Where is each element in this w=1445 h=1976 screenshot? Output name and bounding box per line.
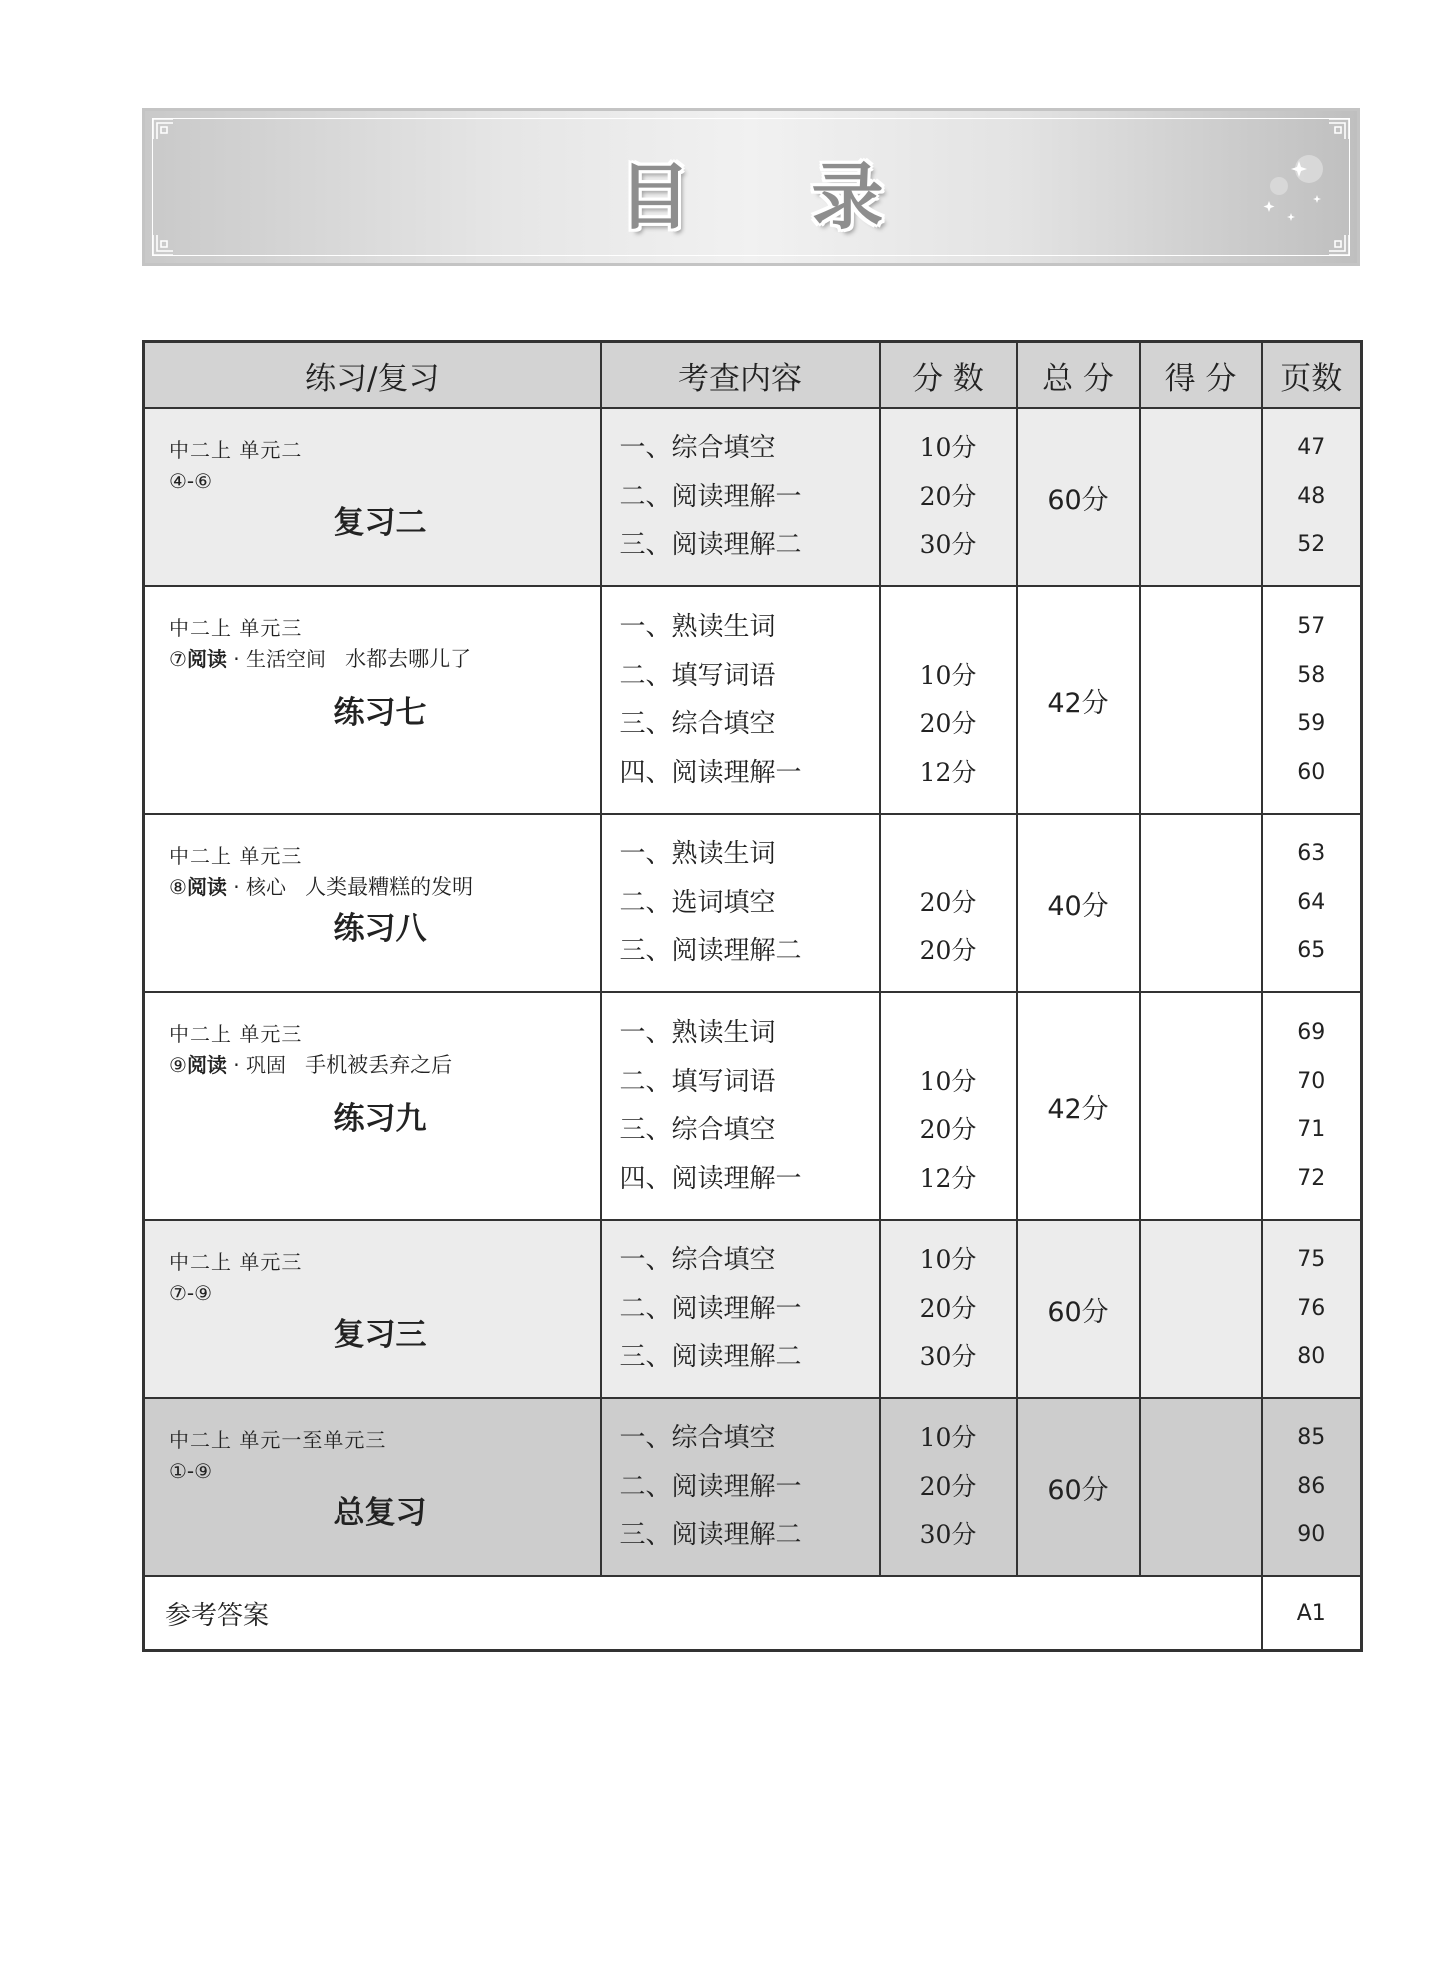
- list-item: 四、阅读理解一: [619, 757, 802, 788]
- score-value: 30分: [919, 1520, 977, 1550]
- score-value: 10分: [919, 433, 977, 463]
- corner-ornament-icon: [151, 117, 175, 141]
- list-item: 二、填写词语: [619, 1066, 776, 1097]
- table-row: [144, 992, 1362, 1220]
- score-value: 30分: [919, 1342, 977, 1372]
- table-row: [144, 814, 1362, 992]
- score-value: 20分: [919, 1115, 977, 1144]
- list-item: 二、阅读理解一: [619, 481, 802, 512]
- exercise-meta: [169, 1425, 386, 1487]
- page-number: 57: [1297, 614, 1326, 639]
- earned-score-cell: [1140, 586, 1262, 814]
- list-item: 四、阅读理解一: [619, 1163, 802, 1194]
- score-cell: [880, 814, 1017, 992]
- lesson-number: ⑨: [169, 1053, 187, 1077]
- exercise-title: 练习八: [333, 911, 427, 947]
- score-value: [881, 1009, 1016, 1058]
- list-item: 一、综合填空: [619, 1423, 776, 1454]
- score-cell: [880, 586, 1017, 814]
- score-value: 10分: [919, 1245, 977, 1275]
- total-score: 60分: [1017, 1398, 1140, 1576]
- pages-cell: [1262, 814, 1362, 992]
- unit-label: 中二上 单元三: [169, 616, 303, 640]
- exercise-meta: [169, 1019, 452, 1081]
- page-number: 69: [1297, 1020, 1326, 1045]
- total-score: 42分: [1017, 992, 1140, 1220]
- score-value: 20分: [919, 709, 977, 738]
- earned-score-cell: [1140, 1398, 1262, 1576]
- reading-title: 手机被丢弃之后: [305, 1053, 453, 1077]
- reading-kind: 巩固: [246, 1053, 287, 1077]
- lesson-number: ⑧: [169, 875, 187, 899]
- table-row: [144, 1398, 1362, 1576]
- content-cell: [601, 992, 880, 1220]
- earned-score-cell: [1140, 408, 1262, 586]
- pages-cell: [1262, 586, 1362, 814]
- exercise-title: 复习二: [333, 505, 427, 541]
- score-cell: [880, 1220, 1017, 1398]
- answer-row: [144, 1576, 1362, 1651]
- unit-label: 中二上 单元三: [169, 844, 303, 868]
- content-cell: [601, 586, 880, 814]
- reading-title: 人类最糟糕的发明: [305, 875, 474, 899]
- pages-cell: [1262, 408, 1362, 586]
- header-score: 分 数: [880, 342, 1017, 409]
- list-item: 二、阅读理解一: [619, 1471, 802, 1502]
- list-item: 一、综合填空: [619, 433, 776, 464]
- exercise-meta: [169, 435, 302, 497]
- page-number: 90: [1297, 1522, 1326, 1548]
- total-score: 42分: [1017, 586, 1140, 814]
- lesson-range: ④-⑥: [169, 469, 213, 493]
- page-number: 71: [1297, 1117, 1326, 1142]
- unit-label: 中二上 单元二: [169, 438, 303, 462]
- exercise-title: 总复习: [333, 1495, 427, 1531]
- table-header-row: [144, 342, 1362, 409]
- page-number: 59: [1297, 711, 1326, 736]
- pages-cell: [1262, 992, 1362, 1220]
- reading-kind: 生活空间: [246, 647, 327, 671]
- page-number: 76: [1297, 1295, 1326, 1321]
- exercise-cell: [144, 586, 601, 814]
- list-item: 一、熟读生词: [619, 612, 776, 642]
- reading-tag: 阅读: [186, 647, 227, 671]
- header-pages: 页数: [1262, 342, 1362, 409]
- reading-tag: 阅读: [186, 1053, 227, 1077]
- page-number: 86: [1297, 1473, 1326, 1499]
- exercise-cell: [144, 1398, 601, 1576]
- separator-dot: ·: [226, 1053, 247, 1077]
- pages-cell: [1262, 1220, 1362, 1398]
- score-value: 20分: [919, 936, 977, 966]
- score-value: [881, 830, 1016, 879]
- lesson-line: [169, 872, 473, 903]
- page-title: 目 录: [618, 155, 932, 239]
- page-number: 70: [1297, 1068, 1326, 1094]
- lesson-number: ⑦: [169, 647, 187, 671]
- total-score: 40分: [1017, 814, 1140, 992]
- list-item: 一、综合填空: [619, 1245, 776, 1276]
- content-cell: [601, 1220, 880, 1398]
- exercise-cell: [144, 992, 601, 1220]
- page-number: 47: [1297, 435, 1326, 461]
- list-item: 三、阅读理解二: [619, 1520, 802, 1551]
- reading-title: 水都去哪儿了: [345, 647, 472, 671]
- table-row: [144, 408, 1362, 586]
- exercise-cell: [144, 1220, 601, 1398]
- page-number: 48: [1297, 483, 1326, 509]
- list-item: 一、熟读生词: [619, 1018, 776, 1048]
- exercise-title: 练习七: [333, 695, 427, 731]
- pages-cell: [1262, 1398, 1362, 1576]
- exercise-title: 练习九: [333, 1101, 427, 1137]
- page-number: 63: [1297, 841, 1326, 867]
- score-value: 20分: [919, 887, 977, 917]
- header-exercise: 练习/复习: [144, 342, 601, 409]
- exercise-meta: [169, 841, 473, 903]
- answer-label: 参考答案: [144, 1576, 1262, 1651]
- corner-ornament-icon: [1327, 117, 1351, 141]
- content-cell: [601, 1398, 880, 1576]
- list-item: 三、阅读理解二: [619, 936, 802, 967]
- page-number: 72: [1297, 1165, 1326, 1191]
- unit-label: 中二上 单元一至单元三: [169, 1428, 387, 1452]
- score-value: 20分: [919, 481, 977, 511]
- content-cell: [601, 814, 880, 992]
- list-item: 三、综合填空: [619, 709, 776, 739]
- list-item: 二、阅读理解一: [619, 1293, 802, 1324]
- score-value: 10分: [919, 1423, 977, 1453]
- score-value: [881, 603, 1016, 652]
- page-number: 60: [1297, 759, 1326, 785]
- page-number: 64: [1297, 889, 1326, 915]
- sparkle-icon: [1239, 151, 1329, 231]
- content-cell: [601, 408, 880, 586]
- header-content: 考查内容: [601, 342, 880, 409]
- lesson-range: ①-⑨: [169, 1459, 213, 1483]
- table-row: [144, 1220, 1362, 1398]
- answer-page: A1: [1262, 1576, 1362, 1651]
- score-value: 20分: [919, 1293, 977, 1323]
- lesson-line: [169, 1050, 452, 1081]
- list-item: 三、综合填空: [619, 1115, 776, 1145]
- contents-table: [142, 340, 1363, 1652]
- page-number: 58: [1297, 662, 1326, 688]
- list-item: 二、填写词语: [619, 660, 776, 691]
- score-value: 12分: [919, 1163, 977, 1193]
- list-item: 一、熟读生词: [619, 839, 776, 870]
- score-value: 12分: [919, 757, 977, 787]
- exercise-cell: [144, 814, 601, 992]
- page-number: 80: [1297, 1344, 1326, 1370]
- exercise-meta: [169, 1247, 302, 1309]
- score-value: 30分: [919, 530, 977, 560]
- score-cell: [880, 992, 1017, 1220]
- separator-dot: ·: [226, 875, 247, 899]
- earned-score-cell: [1140, 992, 1262, 1220]
- title-banner: [142, 108, 1360, 266]
- score-value: 10分: [919, 660, 977, 690]
- list-item: 二、选词填空: [619, 887, 776, 918]
- score-value: 10分: [919, 1066, 977, 1096]
- earned-score-cell: [1140, 1220, 1262, 1398]
- page-number: 65: [1297, 938, 1326, 964]
- score-value: 20分: [919, 1471, 977, 1501]
- reading-kind: 核心: [246, 875, 287, 899]
- exercise-meta: [169, 613, 471, 675]
- page-number: 75: [1297, 1247, 1326, 1273]
- lesson-range: ⑦-⑨: [169, 1281, 213, 1305]
- list-item: 三、阅读理解二: [619, 530, 802, 561]
- earned-score-cell: [1140, 814, 1262, 992]
- separator-dot: ·: [226, 647, 247, 671]
- page-number: 52: [1297, 532, 1326, 558]
- score-cell: [880, 408, 1017, 586]
- unit-label: 中二上 单元三: [169, 1250, 303, 1274]
- list-item: 三、阅读理解二: [619, 1342, 802, 1373]
- total-score: 60分: [1017, 1220, 1140, 1398]
- table-row: [144, 586, 1362, 814]
- unit-label: 中二上 单元三: [169, 1022, 303, 1046]
- header-total: 总 分: [1017, 342, 1140, 409]
- header-earned: 得 分: [1140, 342, 1262, 409]
- page-number: 85: [1297, 1425, 1326, 1451]
- exercise-title: 复习三: [333, 1317, 427, 1353]
- lesson-line: [169, 644, 471, 675]
- total-score: 60分: [1017, 408, 1140, 586]
- reading-tag: 阅读: [186, 875, 227, 899]
- score-cell: [880, 1398, 1017, 1576]
- exercise-cell: [144, 408, 601, 586]
